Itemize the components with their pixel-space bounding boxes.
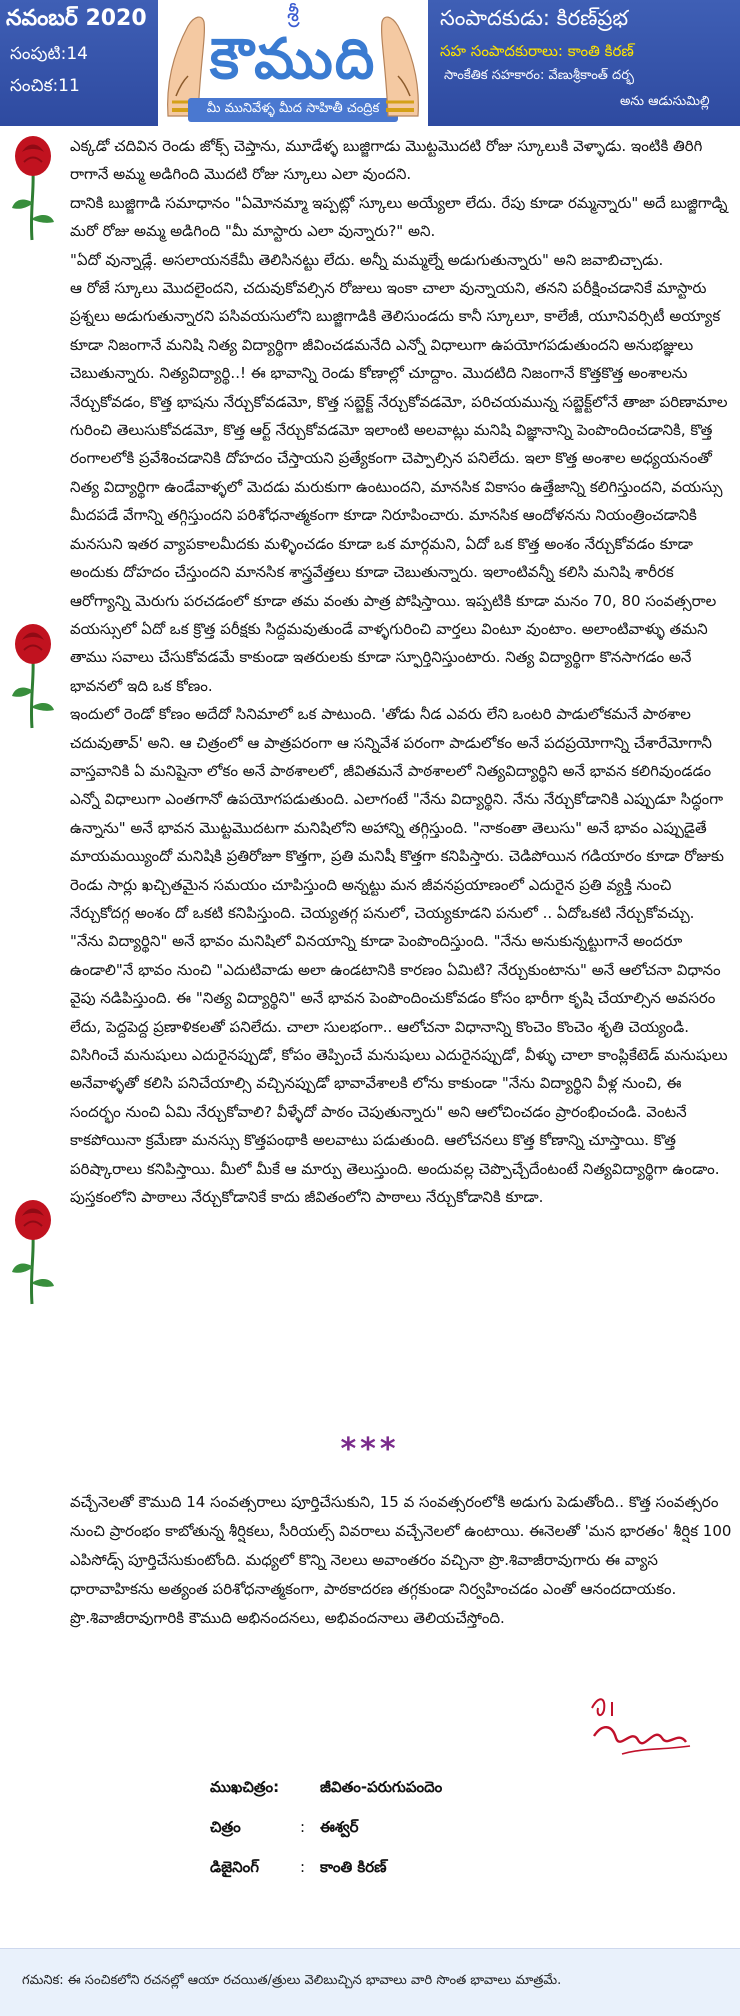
section-separator: *** [340, 1432, 400, 1467]
credit-value: కాంతి కిరణ్ [320, 1858, 387, 1876]
credit-value: ఈశ్వర్ [320, 1818, 359, 1836]
rose-icon [6, 1196, 60, 1306]
credit-colon: : [300, 1818, 306, 1836]
article-paragraph: దానికి బుజ్జిగాడి సమాధానం "ఏమోనమ్మా ఇప్పట్లో స్కూలు అయ్యేలా లేదు. రేపు కూడా రమ్మన్నారు" అదే బుజ్జిగాడ్ని మరో రోజు అమ్మ అడిగింది "మీ మాస్టారు ఎలా వున్నారు?" అని. [70, 193, 728, 241]
masthead [0, 0, 740, 126]
credit-label: డిజైనింగ్ [210, 1858, 259, 1876]
namaste-hands-right-icon [368, 6, 428, 118]
signature-mark-icon [582, 1688, 702, 1768]
issue-date: నవంబర్ 2020 [6, 6, 147, 31]
closing-paragraph: వచ్చేనెలతో కౌముది 14 సంవత్సరాలు పూర్తిచేసుకుని, 15 వ సంవత్సరంలోకి అడుగు పెడుతోంది.. కొత్త సంవత్సరం నుంచి ప్రారంభం కాబోతున్న శీర్షికలు, సీరియల్స్ వివరాలు వచ్చేనెలలో ఉంటాయి. ఈనెలతో 'మన భారతం' శీర్షిక 100 ఎపిసోడ్స్ పూర్తిచేసుకుంటోంది. మధ్యలో కొన్ని నెలలు అవాంతరం వచ్చినా ప్రొ.శివాజీరావుగారు ఈ వ్యాస ధారావాహికను అత్యంత పరిశోధనాత్మకంగా, పాఠకాదరణ తగ్గకుండా నిర్వహించడం ఎంతో ఆనందదాయకం. ప్రొ.శివాజీరావుగారికి కౌముది అభినందనలు, అభివందనాలు తెలియచేస్తోంది. [70, 1493, 732, 1627]
magazine-logo [158, 0, 428, 126]
article-paragraph: ఇందులో రెండో కోణం అదేదో సినిమాలో ఒక పాటుంది. 'తోడు నీడ ఎవరు లేని ఒంటరి పాడులోకమనే పాఠశాల చదువుతావ్' అని. ఆ చిత్రంలో ఆ పాత్రపరంగా ఆ సన్నివేశ పరంగా పాడులోకం అనే పదప్రయోగాన్ని చేశారేమోగానీ వాస్తవానికి ఏ మనిషైనా లోకం అనే పాఠశాలలో, జీవితమనే పాఠశాలలో నిత్యవిద్యార్థిని అనే భావన కలిగివుండడం ఎన్నో విధాలుగా ఎంతగానో ఉపయోగపడుతుంది. ఎలాగంటే "నేను విద్యార్థిని. నేను నేర్చుకోడానికి ఎప్పుడూ సిద్ధంగా ఉన్నాను" అనే భావన మొట్టమొదటగా మనిషిలోని అహాన్ని తగ్గిస్తుంది. "నాకంతా తెలుసు" అనే భావం ఎప్పుడైతే మాయమయ్యిందో మనిషికి ప్రతిరోజూ కొత్తగా, ప్రతి మనిషీ కొత్తగా కనిపిస్తారు. చెడిపోయిన గడియారం కూడా రోజుకు రెండు సార్లు ఖచ్చితమైన సమయం చూపిస్తుంది అన్నట్టు మన జీవనప్రయాణంలో ఎదురైన ప్రతి వ్యక్తి నుంచి నేర్చుకోదగ్గ అంశం దో ఒకటి కనిపిస్తుంది. చెయ్యతగ్గ పనులో, చెయ్యకూడని పనులో .. ఏదోఒకటి నేర్చుకోవచ్చు. "నేను విద్యార్థిని" అనే భావం మనిషిలో వినయాన్ని కూడా పెంపొందిస్తుంది. "నేను అనుకున్నట్టుగానే అందరూ ఉండాలి"నే భావం నుంచి "ఎదుటివాడు అలా ఉండటానికి కారణం ఏమిటి? నేర్చుకుంటాను" అనే ఆలోచనా విధానం వైపు నడిపిస్తుంది. ఈ "నిత్య విద్యార్థిని" అనే భావన పెంపొందించుకోవడం కోసం భారీగా కృషి చేయాల్సిన అవసరం లేదు, పెద్దపెద్ద ప్రణాళికలతో పనిలేదు. చాలా సులభంగా.. ఆలోచనా విధానాన్ని కొంచెం కొంచెం శృతి చెయ్యండి. విసిగించే మనుషులు ఎదురైనప్పుడో, కోపం తెప్పించే మనుషులు ఎదురైనప్పుడో, వీళ్ళు చాలా కాంప్లికేటెడ్ మనుషులు అనేవాళ్ళతో కలిసి పనిచేయాల్సి వచ్చినప్పుడో భావావేశాలకి లోను కాకుండా "నేను విద్యార్థిని వీళ్ల నుంచి, ఈ సందర్భం నుంచి ఏమి నేర్చుకోవాలి? వీళ్ళేదో పాఠం చెపుతున్నారు" అని ఆలోచించడం ప్రారంభించండి. వెంటనే కాకపోయినా క్రమేణా మనస్సు కొత్తపంథాకి అలవాటు పడుతుంది. ఆలోచనలు కొత్త కోణాన్ని చూస్తాయి. కొత్త పరిష్కారాలు కనిపిస్తాయి. మీలో మీకే ఆ మార్పు తెలుస్తుంది. అందువల్ల చెప్పొచ్చేదేంటంటే నిత్యవిద్యార్థిగా ఉండాం. పుస్తకంలోని పాఠాలు నేర్చుకోడానికే కాదు జీవితంలోని పాఠాలు నేర్చుకోడానికి కూడా. [70, 705, 728, 1207]
article-paragraph: ఎక్కడో చదివిన రెండు జోక్స్ చెప్తాను, మూడేళ్ళ బుజ్జిగాడు మొట్టమొదటి రోజు స్కూలుకి వెళ్ళాడు. ఇంటికి తిరిగి రాగానే అమ్మ అడిగింది మొదటి రోజు స్కూలు ఎలా వుందని. [70, 137, 703, 184]
credit-colon: : [300, 1858, 306, 1876]
volume-number: సంపుటి:14 [10, 44, 89, 64]
tech-credit: సాంకేతిక సహకారం: వేణుశ్రీకాంత్ దర్భ [444, 68, 635, 83]
tech-credit-2: అను ఆడుసుమిల్లి [620, 94, 710, 109]
editorial-article [70, 132, 732, 1211]
credit-label: చిత్రం [210, 1818, 241, 1836]
article-paragraph: ఆ రోజే స్కూలు మొదలైందని, చదువుకోవల్సిన రోజులు ఇంకా చాలా వున్నాయని, తనని పరీక్షించడానికే మాస్టారు ప్రశ్నలు అడుగుతున్నారని పసివయసులోని బుజ్జిగాడికి తెలిసుండదు కానీ స్కూలూ, కాలేజీ, యూనివర్సిటీ అయ్యాక కూడా నిజంగానే మనిషి నిత్య విద్యార్థిగా జీవించడమనేది ఎన్నో విధాలుగా ఉపయోగపడుతుందని అనుభజ్ఞులు చెబుతున్నారు. నిత్యవిద్యార్థి..! ఈ భావాన్ని రెండు కోణాల్లో చూద్దాం. మొదటిది నిజంగానే కొత్తకొత్త అంశాలను నేర్చుకోవడం, కొత్త భాషను నేర్చుకోవడమో, కొత్త సబ్జెక్ట్ నేర్చుకోవడమో, పరిచయమున్న సబ్జెక్ట్‌లోనే తాజా పరిణామాల గురించి తెలుసుకోవడమో, కొత్త ఆర్ట్ నేర్చుకోవడమో ఇలాంటి అలవాట్లు మనిషి విజ్ఞానాన్ని పెంపొందించడానికి, కొత్త రంగాలలోకి ప్రవేశించడానికి దోహదం చేస్తాయని ప్రత్యేకంగా చెప్పాల్సిన పనిలేదు. ఇలా కొత్త అంశాల అధ్యయనంతో నిత్య విద్యార్థిగా ఉండేవాళ్ళలో మెదడు మరుకుగా ఉంటుందని, మానసిక వికాసం ఉత్తేజాన్ని కలిగిస్తుందని, వయస్సు మీదపడే వేగాన్ని తగ్గిస్తుందని పరిశోధనాత్మకంగా కూడా నిరూపించారు. మానసిక ఆందోళనను నియంత్రించడానికి మనసుని ఇతర వ్యాపకాలమీదకు మళ్ళించడం కూడా ఒక మార్గమని, ఏదో ఒక కొత్త అంశం నేర్చుకోవడం కూడా అందుకు దోహదం చేస్తుందని మానసిక శాస్త్రవేత్తలు కూడా చెబుతున్నారు. ఇలాంటివన్నీ కలిసి మనిషి శారీరక ఆరోగ్యాన్ని మెరుగు పరచడంలో కూడా తమ వంతు పాత్ర పోషిస్తాయి. ఇప్పటికి కూడా మనం 70, 80 సంవత్సరాల వయస్సులో ఏదో ఒక క్రొత్త పరీక్షకు సిద్దమవుతుండే వాళ్ళగురించి వార్తలు వింటూ వుంటాం. అలాంటివాళ్ళు తమని తాము సవాలు చేసుకోవడమే కాకుండా ఇతరులకు కూడా స్ఫూర్తినిస్తుంటారు. నిత్య విద్యార్థిగా కొనసాగడం అనే భావనలో ఇది ఒక కోణం. [70, 279, 728, 695]
article-paragraph: "ఏదో వున్నాడ్లే. అసలాయనకేమీ తెలిసినట్టు లేదు. అన్నీ మమ్మల్నే అడుగుతున్నారు" అని జవాబిచ్చాడు. [70, 250, 664, 269]
co-editor-credit: సహ సంపాదకురాలు: కాంతి కిరణ్ [440, 42, 634, 60]
logo-tagline: మీ మునివేళ్ళ మీద సాహితీ చంద్రిక [188, 98, 398, 122]
editor-credit: సంపాదకుడు: కిరణ్‌ప్రభ [440, 6, 629, 30]
disclaimer-text: గమనిక: ఈ సంచికలోని రచనల్లో ఆయా రచయిత/త్రులు వెలిబుచ్చిన భావాలు వారి సొంత భావాలు మాత్రమే. [22, 1973, 562, 1988]
rose-icon [6, 620, 60, 730]
issue-number: సంచిక:11 [10, 76, 80, 96]
credit-label: ముఖచిత్రం: [210, 1778, 280, 1796]
logo-title: కౌముది [209, 26, 377, 92]
rose-icon [6, 132, 60, 242]
closing-note [70, 1488, 732, 1633]
disclaimer-bar [0, 1948, 740, 2016]
credit-value: జీవితం-పరుగుపందెం [320, 1778, 443, 1796]
logo-sri: శ్రీ [286, 2, 300, 27]
